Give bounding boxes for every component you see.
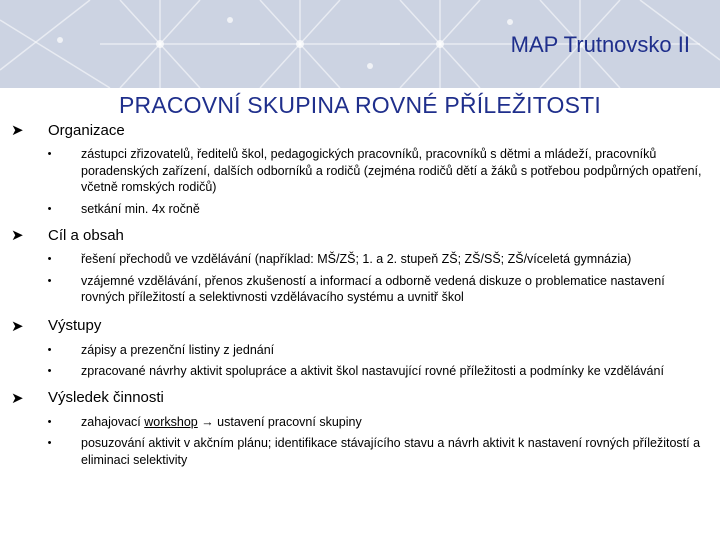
section-vysledek-cinnosti (8, 386, 708, 469)
list-item (8, 146, 708, 196)
list-item (8, 414, 708, 431)
content (8, 118, 708, 473)
brand-title: MAP Trutnovsko II (510, 32, 690, 57)
bullet-icon: • (47, 253, 52, 265)
workshop-link[interactable]: workshop (144, 414, 198, 429)
section-label: Cíl a obsah (48, 226, 124, 244)
list-item-text: zápisy a prezenční listiny z jednání (81, 342, 275, 357)
list-item-text: zpracované návrhy aktivit spolupráce a aktivit škol nastavující rovné příležitosti a podmínky ke vzdělávání (81, 364, 664, 378)
list-item-text (81, 414, 708, 431)
header-banner (0, 0, 720, 88)
section-label: Výsledek činnosti (48, 389, 164, 406)
section-heading (8, 314, 708, 338)
list-item-text: řešení přechodů ve vzdělávání (například: MŠ/ZŠ; 1. a 2. stupeň ZŠ; ZŠ/SŠ; ZŠ/víceletá gymnázia) (81, 252, 632, 266)
section-label: Organizace (48, 121, 125, 139)
text-segment: zahajovací (81, 414, 145, 429)
bullet-list (8, 414, 708, 469)
bullet-icon: • (47, 365, 52, 377)
list-item (8, 201, 708, 218)
arrow-bullet-icon: ➤ (11, 317, 24, 335)
list-item-text: zástupci zřizovatelů, ředitelů škol, pedagogických pracovníků, pracovníků s dětmi a mládeží, pracovníků poradenských zařízení, dalších odborníků a rodičů (zejména rodičů dětí a žáků s potřebou podpůrných opatření, včetně romských rodičů) (81, 147, 702, 194)
bullet-list (8, 251, 708, 306)
page-title: PRACOVNÍ SKUPINA ROVNÉ PŘÍLEŽITOSTI (118, 92, 601, 118)
list-item-text: setkání min. 4x ročně (81, 201, 200, 216)
list-item (8, 273, 708, 306)
section-vystupy (8, 314, 708, 380)
bullet-icon: • (47, 202, 52, 215)
list-item-text: posuzování aktivit v akčním plánu; identifikace stávajícího stavu a návrh aktivit k nastavení rovných příležitostí a eliminaci selektivity (81, 436, 701, 467)
list-item-text: vzájemné vzdělávání, přenos zkušeností a informací a odborně vedená diskuze o problematice nastavení rovných příležitostí a selektivnosti vzdělávacího systému a uvnitř škol (81, 273, 665, 304)
section-heading (8, 223, 708, 247)
arrow-bullet-icon: ➤ (11, 122, 24, 139)
bullet-icon: • (47, 274, 52, 287)
bullet-list (8, 146, 708, 217)
bullet-icon: • (47, 415, 52, 428)
list-item (8, 342, 708, 359)
section-label: Výstupy (48, 317, 102, 334)
list-item (8, 435, 708, 468)
section-organizace (8, 118, 708, 217)
bullet-icon: • (47, 343, 52, 356)
arrow-bullet-icon: ➤ (11, 389, 24, 407)
bullet-icon: • (47, 437, 52, 449)
list-item (8, 363, 708, 380)
text-segment: → ustavení pracovní skupiny (197, 414, 362, 429)
arrow-bullet-icon: ➤ (11, 227, 24, 244)
section-cil-a-obsah (8, 223, 708, 306)
bullet-icon: • (47, 148, 52, 160)
bullet-list (8, 342, 708, 380)
list-item (8, 251, 708, 268)
section-heading (8, 386, 708, 410)
section-heading (8, 118, 708, 142)
